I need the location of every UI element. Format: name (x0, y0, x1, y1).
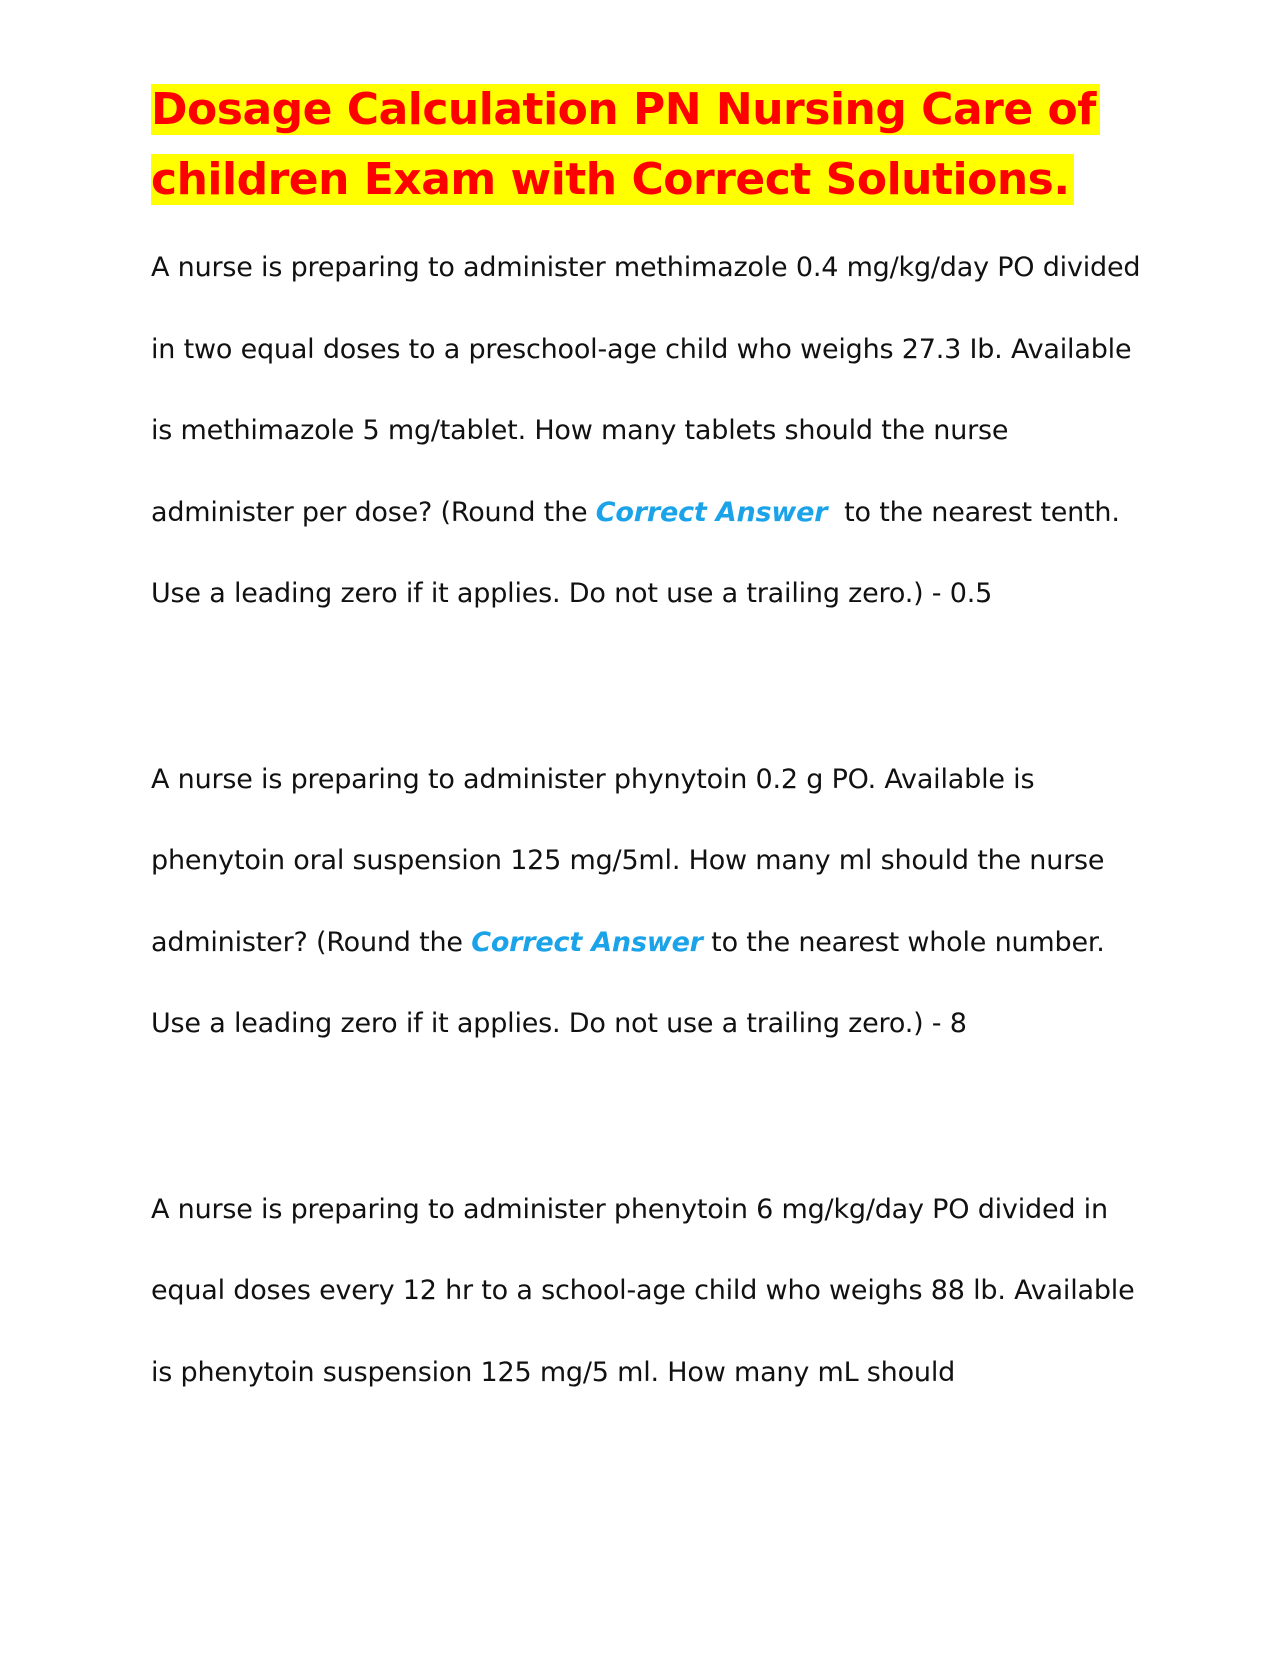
question-3-text: A nurse is preparing to administer phenytoin 6 mg/kg/day PO divided in equal doses every 12 hr to a school-age child who weighs 88 lb. Available is phenytoin suspension 125 mg/5 ml. How many mL should (151, 1193, 1135, 1388)
question-2 (151, 739, 1141, 1065)
question-2-text-after: to the nearest whole number. Use a leading zero if it applies. Do not use a trailing zero.) - 8 (151, 926, 1105, 1039)
question-1 (151, 227, 1141, 635)
document-content (151, 75, 1141, 1413)
document-title-highlight: Dosage Calculation PN Nursing Care of children Exam with Correct Solutions. (151, 84, 1100, 205)
question-1-text-after: to the nearest tenth. Use a leading zero if it applies. Do not use a trailing zero.) - 0.5 (151, 496, 1129, 609)
document-title (151, 75, 1141, 215)
question-1-answer-label: Correct Answer (595, 496, 828, 528)
question-2-answer-label: Correct Answer (471, 926, 703, 958)
question-3 (151, 1169, 1141, 1414)
question-2-text-before: A nurse is preparing to administer phynytoin 0.2 g PO. Available is phenytoin oral suspension 125 mg/5ml. How many ml should the nurse administer? (Round the (151, 763, 1105, 958)
question-1-text-before: A nurse is preparing to administer methimazole 0.4 mg/kg/day PO divided in two equal doses to a preschool-age child who weighs 27.3 Ib. Available is methimazole 5 mg/tablet. How many tablets should the nurse administer per dose? (Round the (151, 252, 1141, 528)
